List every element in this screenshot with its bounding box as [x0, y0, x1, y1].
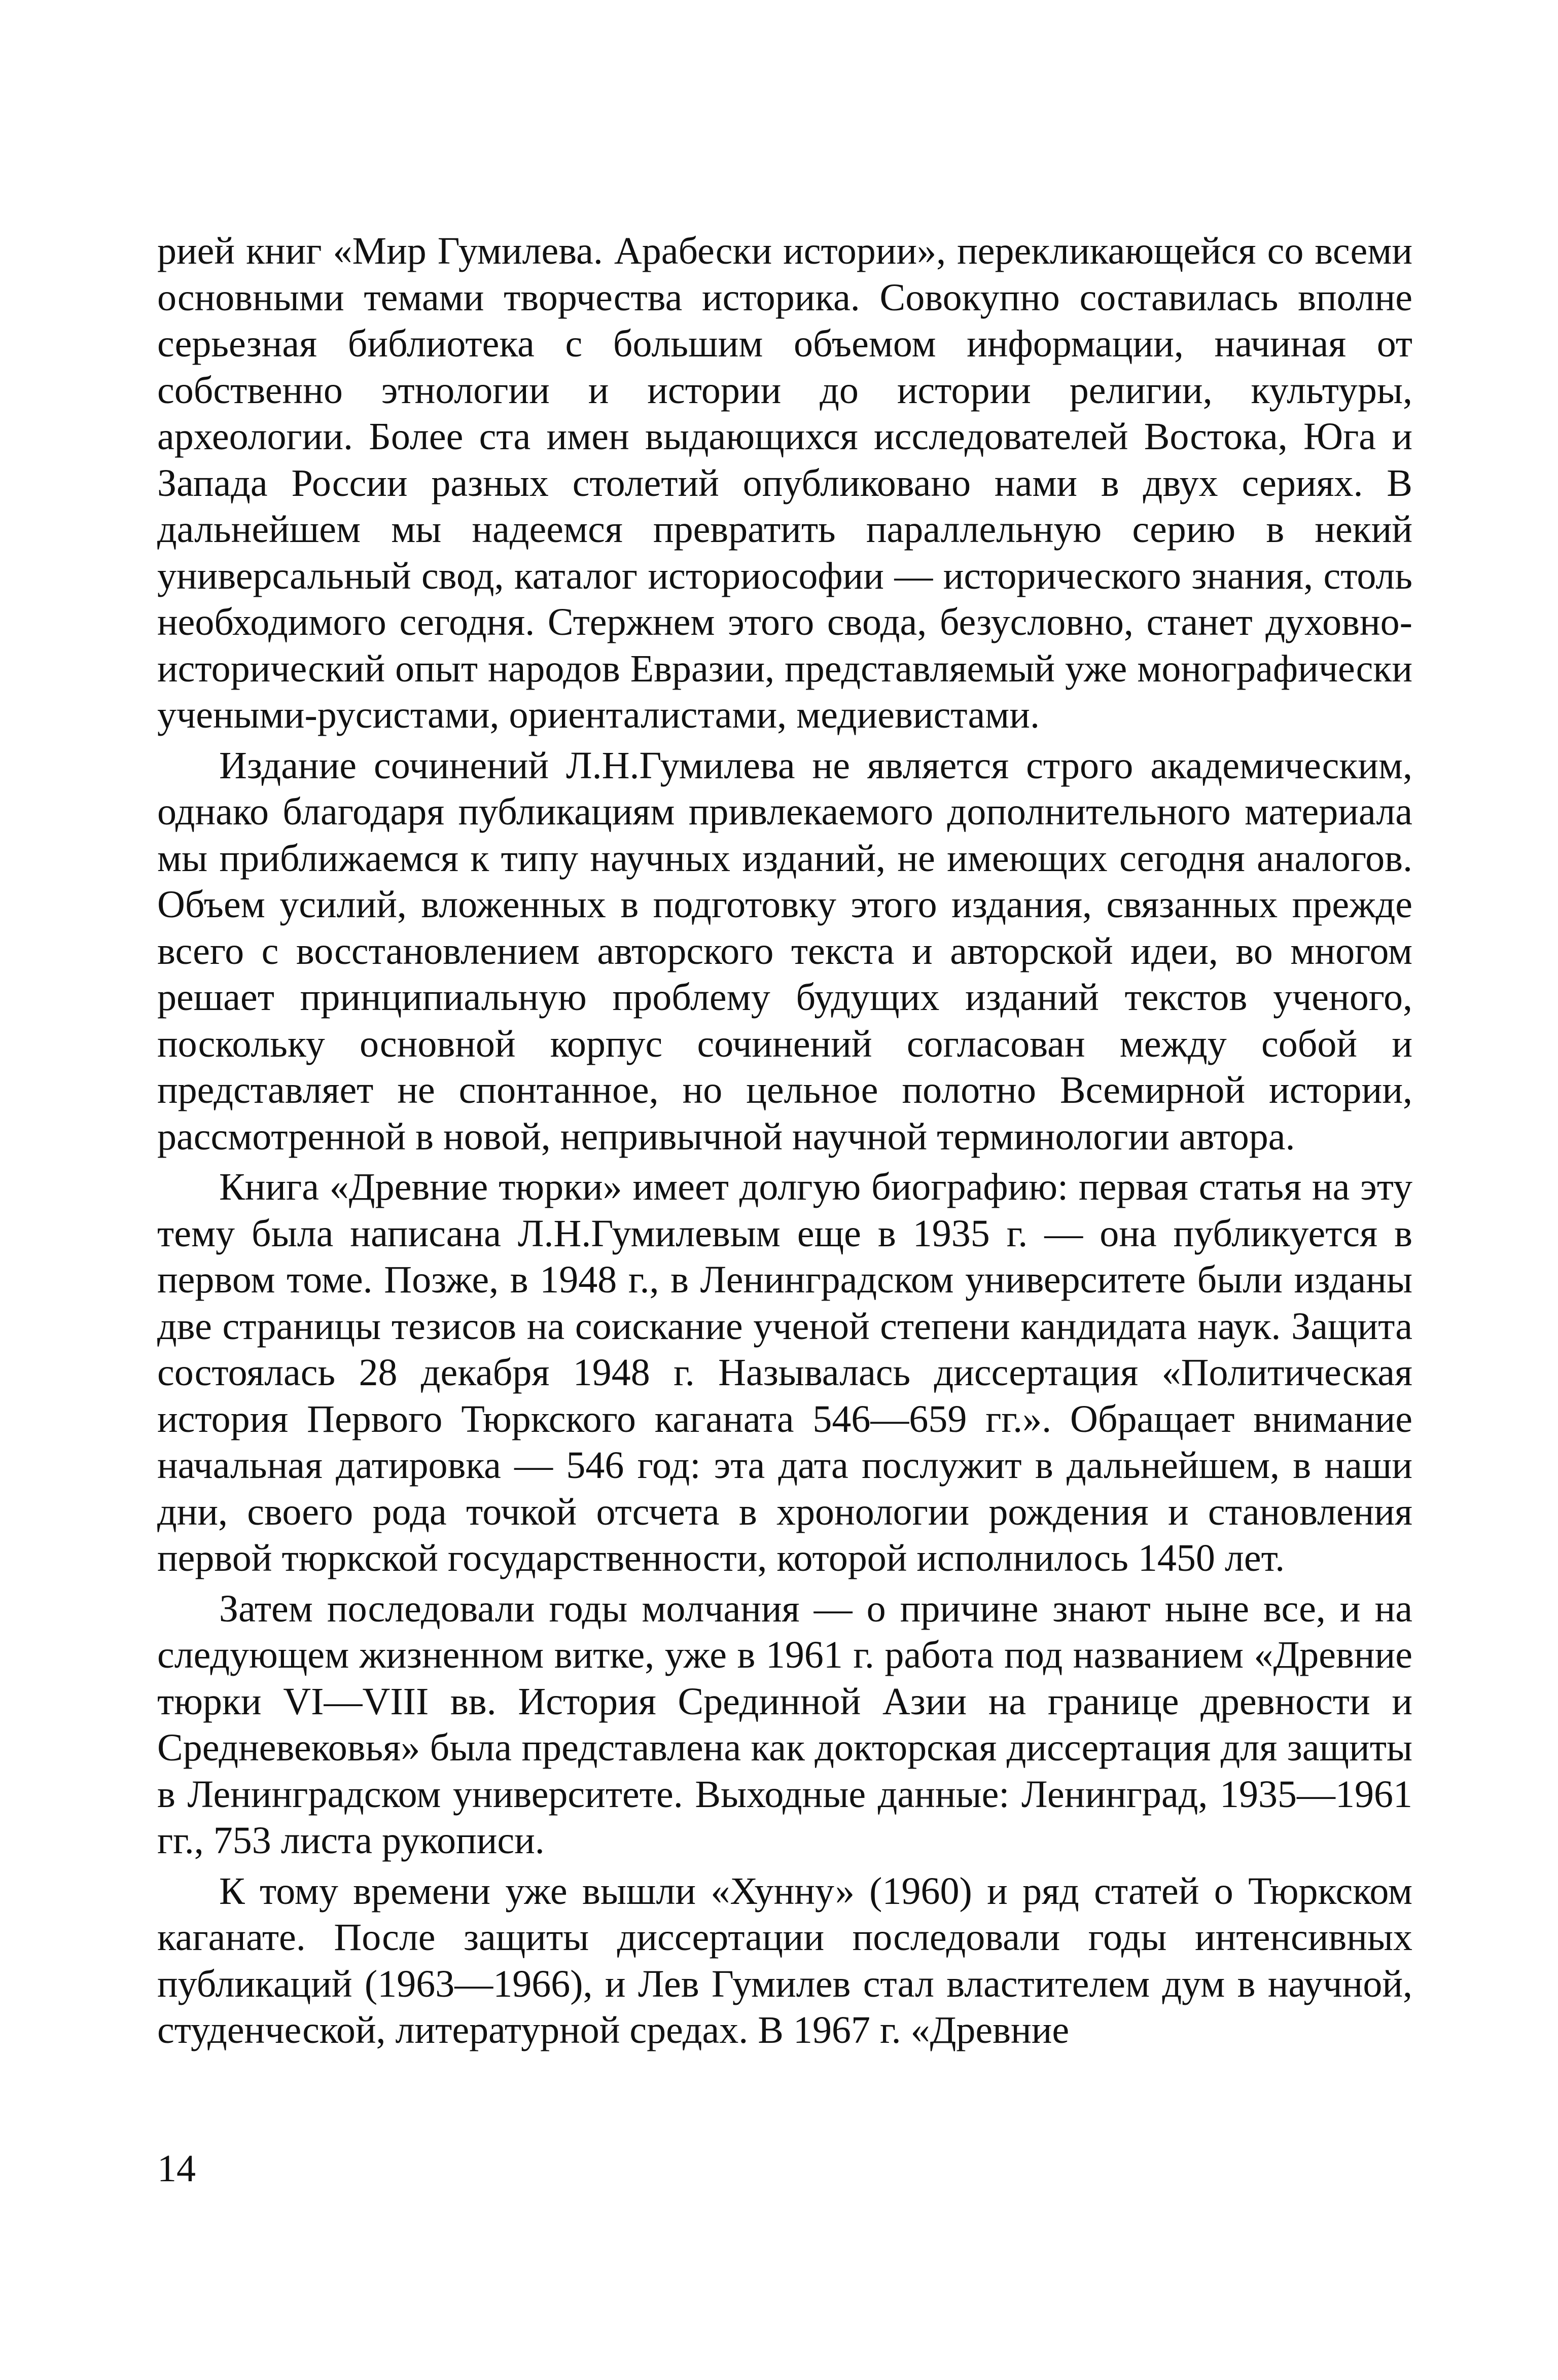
body-text: [157, 228, 1412, 2054]
paragraph-edition: Издание сочинений Л.Н.Гумилева не является строго академическим, однако благодаря публикациям привлекаемого дополнительного материала мы приближаемся к типу научных изданий, не имеющих сегодня аналогов. Объем усилий, вложенных в подготовку этого издания, связанных прежде всего с восстановлением авторского текста и авторской идеи, во многом решает принципиальную проблему будущих изданий текстов ученого, поскольку основной корпус сочинений согласован между собой и представляет не спонтанное, но цельное полотно Всемирной истории, рассмотренной в новой, непривычной научной терминологии автора.: [157, 744, 1412, 1158]
paragraph-dissertation: Затем последовали годы молчания — о причине знают ныне все, и на следующем жизненном витке, уже в 1961 г. работа под названием «Древние тюрки VI—VIII вв. История Срединной Азии на границе древности и Средневековья» была представлена как докторская диссертация для защиты в Ленинградском университете. Выходные данные: Ленинград, 1935—1961 гг., 753 листа рукописи.: [157, 1587, 1412, 1862]
paragraph-publications: К тому времени уже вышли «Хунну» (1960) и ряд статей о Тюркском каганате. После защиты диссертации последовали годы интенсивных публикаций (1963—1966), и Лев Гумилев стал властителем дум в научной, студенческой, литературной средах. В 1967 г. «Древние: [157, 1869, 1412, 2051]
paragraph-book-history: Книга «Древние тюрки» имеет долгую биографию: первая статья на эту тему была написана Л.Н.Гумилевым еще в 1935 г. — она публикуется в первом томе. Позже, в 1948 г., в Ленинградском университете были изданы две страницы тезисов на соискание ученой степени кандидата наук. Защита состоялась 28 декабря 1948 г. Называлась диссертация «Политическая история Первого Тюркского каганата 546—659 гг.». Обращает внимание начальная датировка — 546 год: эта дата послужит в дальнейшем, в наши дни, своего рода точкой отсчета в хронологии рождения и становления первой тюркской государственности, которой исполнилось 1450 лет.: [157, 1166, 1412, 1579]
page-number: 14: [157, 2147, 196, 2190]
paragraph-continuation: рией книг «Мир Гумилева. Арабески истории», перекликающейся со всеми основными темами творчества историка. Совокупно составилась вполне серьезная библиотека с большим объемом информации, начиная от собственно этнологии и истории до истории религии, культуры, археологии. Более ста имен выдающихся исследователей Востока, Юга и Запада России разных столетий опубликовано нами в двух сериях. В дальнейшем мы надеемся превратить параллельную серию в некий универсальный свод, каталог историософии — исторического знания, столь необходимого сегодня. Стержнем этого свода, безусловно, станет духовно-исторический опыт народов Евразии, представляемый уже монографически учеными-русистами, ориенталистами, медиевистами.: [157, 230, 1412, 736]
